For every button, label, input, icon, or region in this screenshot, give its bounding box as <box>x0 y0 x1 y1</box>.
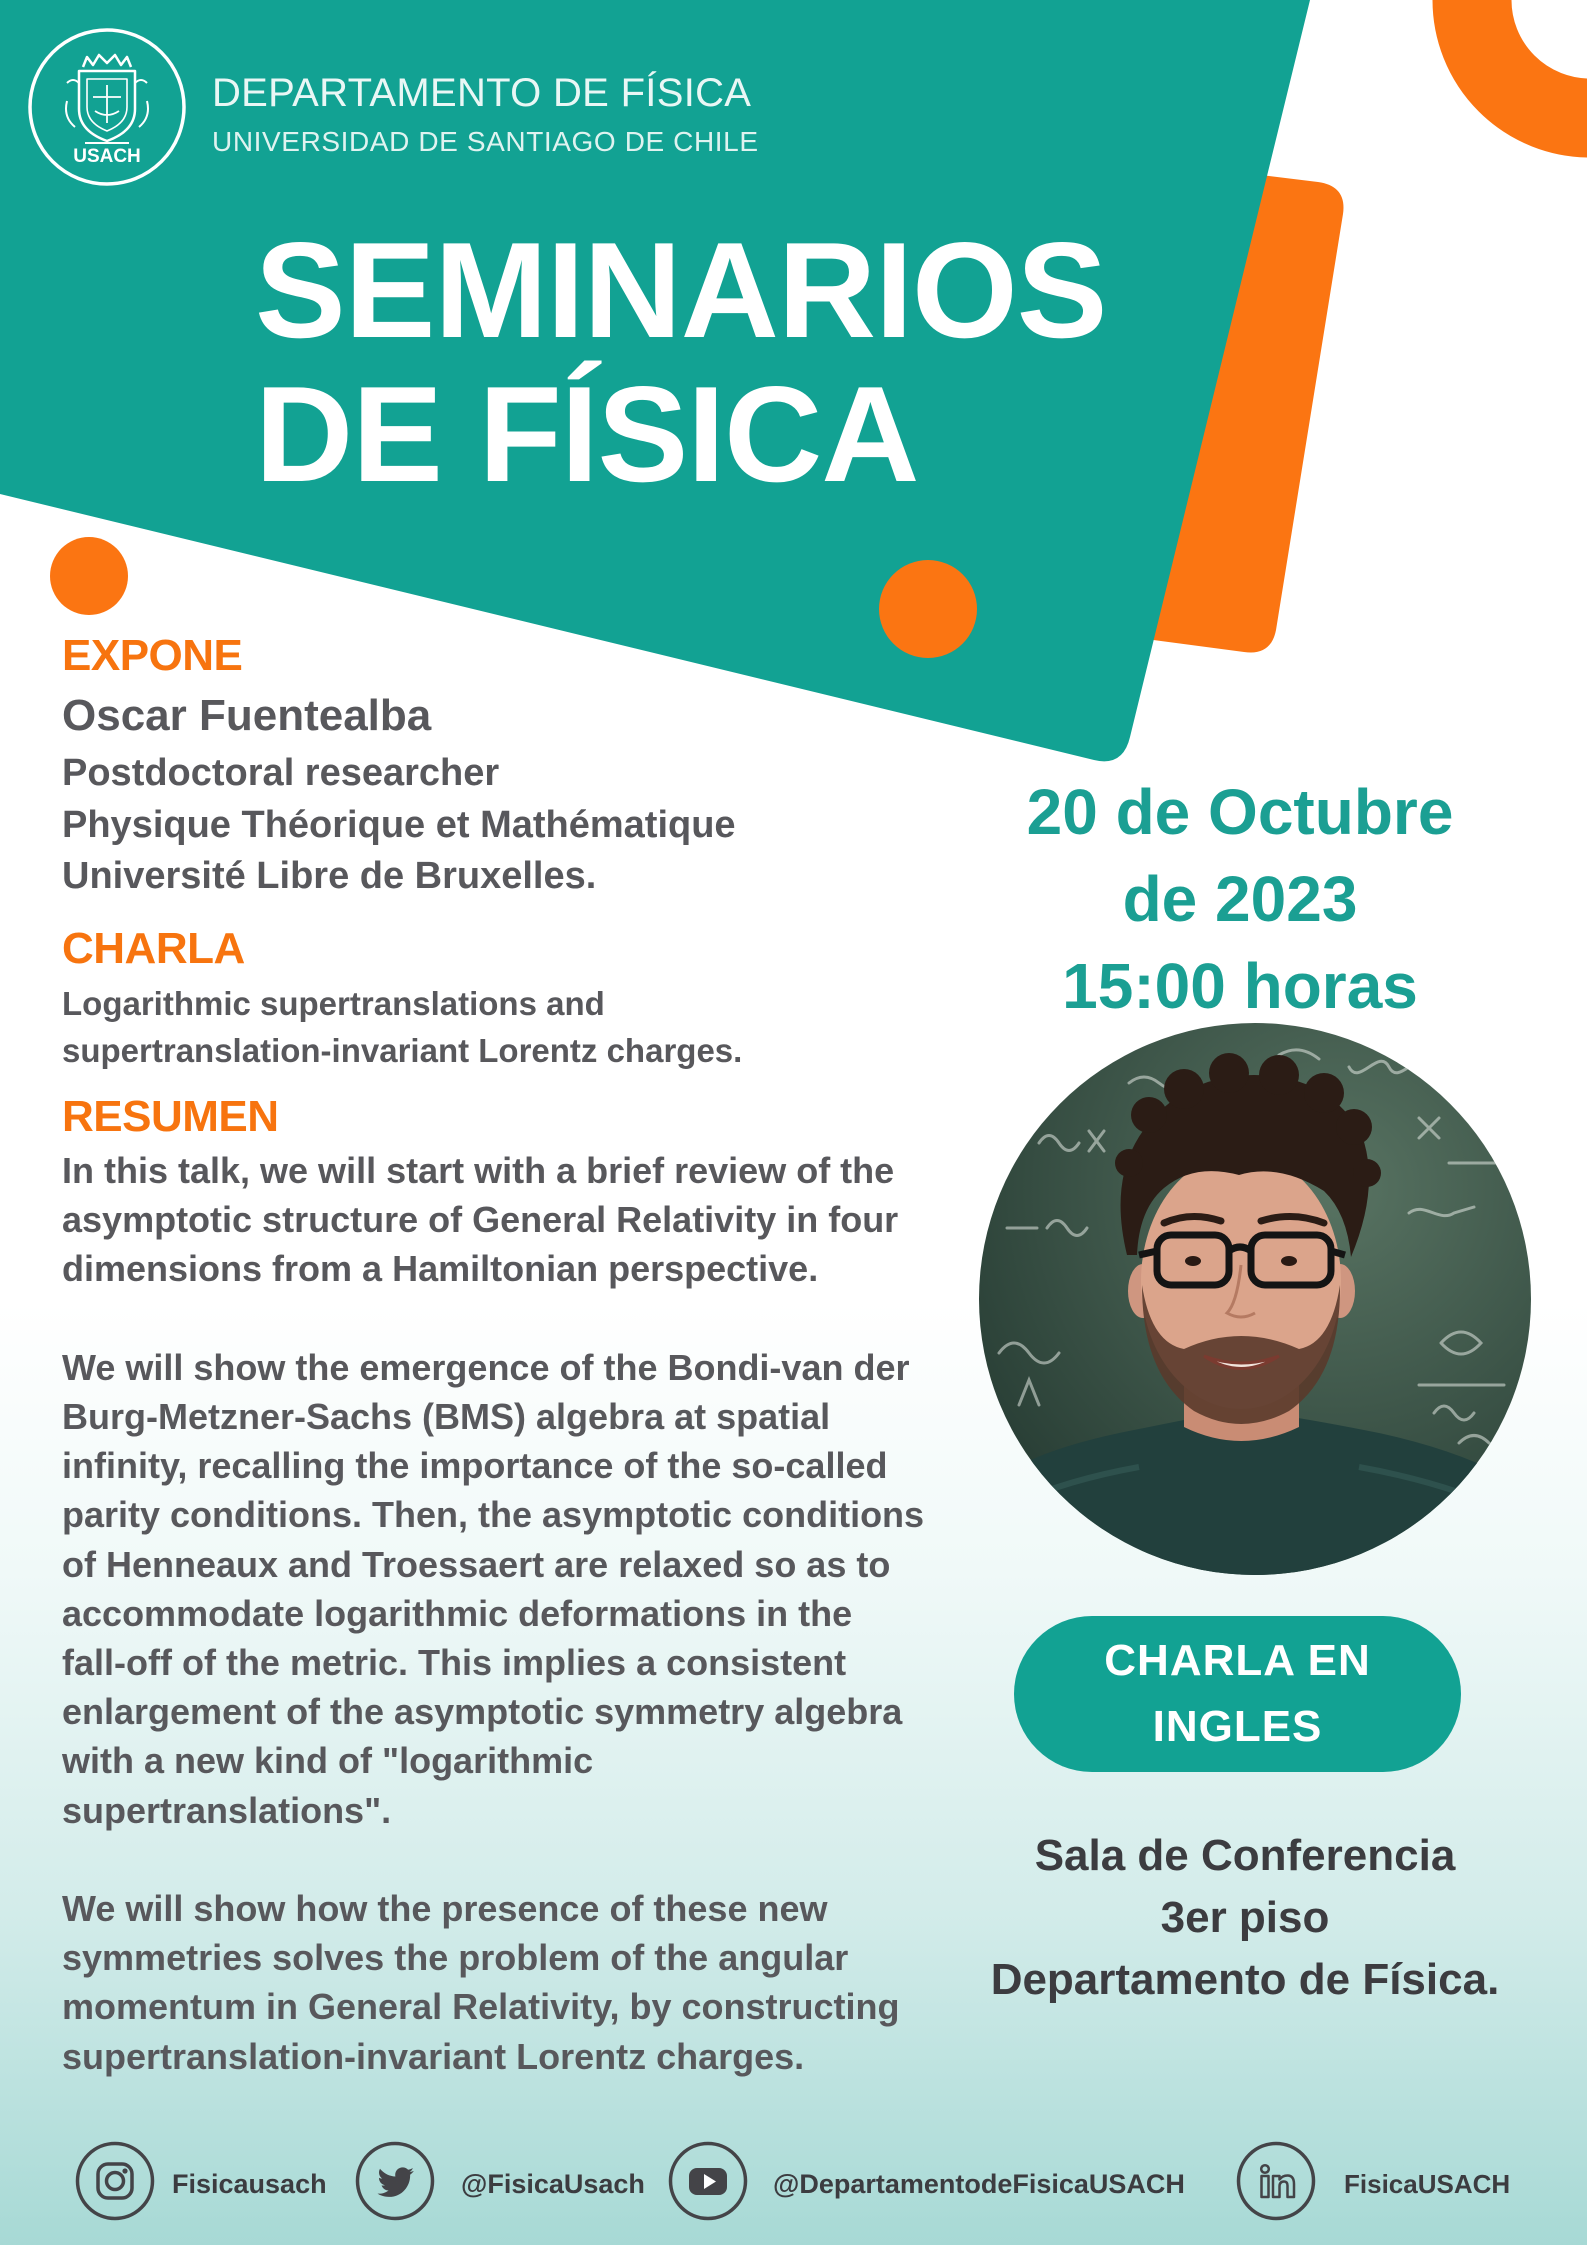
abstract-line: Burg-Metzner-Sachs (BMS) algebra at spatial <box>62 1396 831 1437</box>
youtube-handle: @DepartamentodeFisicaUSACH <box>773 2169 1185 2199</box>
abstract-paragraph-1 <box>62 1146 924 1294</box>
abstract-line: momentum in General Relativity, by constructing <box>62 1986 900 2028</box>
usach-logo <box>27 27 187 187</box>
abstract-line: symmetries solves the problem of the angular <box>62 1937 849 1979</box>
speaker-name: Oscar Fuentealba <box>62 691 432 740</box>
abstract-line: of Henneaux and Troessaert are relaxed so as to <box>62 1543 891 1585</box>
abstract-paragraph-3 <box>62 1884 924 2081</box>
abstract-line: We will show how the presence of these new <box>62 1888 828 1930</box>
twitter-icon <box>355 2141 435 2221</box>
speaker-position: Postdoctoral researcher <box>62 752 500 794</box>
speaker-details <box>62 748 736 903</box>
talk-heading: CHARLA <box>62 924 245 973</box>
event-date-line-1: 20 de Octubre <box>1026 776 1454 848</box>
youtube-icon <box>668 2141 748 2221</box>
abstract-line: fall-off of the metric. This implies a consistent <box>62 1642 847 1684</box>
event-venue <box>960 1825 1530 2011</box>
talk-title-line: supertranslation-invariant Lorentz charges. <box>62 1032 743 1069</box>
orange-ring-decoration <box>1472 0 1587 118</box>
abstract-line: parity conditions. Then, the asymptotic conditions <box>62 1494 925 1536</box>
title-line-2: DE FÍSICA <box>255 358 919 510</box>
twitter-handle: @FisicaUsach <box>461 2169 645 2199</box>
abstract-line: We will show the emergence of the Bondi-van der <box>62 1346 910 1388</box>
linkedin-icon <box>1236 2141 1316 2221</box>
speaker-university: Université Libre de Bruxelles. <box>62 855 597 897</box>
abstract-line: infinity, recalling the importance of the so-called <box>62 1445 888 1487</box>
abstract-body <box>62 1146 924 2081</box>
title-line-1: SEMINARIOS <box>255 214 1107 366</box>
abstract-paragraph-2 <box>62 1343 924 1835</box>
event-time: 15:00 horas <box>1062 950 1418 1022</box>
instagram-handle: Fisicausach <box>172 2169 327 2199</box>
language-badge-line: INGLES <box>1152 1702 1323 1751</box>
orange-dot-left <box>50 537 128 615</box>
abstract-line: asymptotic structure of General Relativity in four <box>62 1199 899 1241</box>
abstract-line: supertranslation-invariant Lorentz charges. <box>62 2035 805 2077</box>
venue-floor: 3er piso <box>1160 1893 1330 1942</box>
poster-title <box>255 214 1107 510</box>
event-date-line-2: de 2023 <box>1122 863 1358 935</box>
speaker-department: Physique Théorique et Mathématique <box>62 803 736 846</box>
venue-room: Sala de Conferencia <box>1034 1831 1456 1880</box>
abstract-line: supertranslations". <box>62 1789 392 1831</box>
abstract-line: In this talk, we will start with a brief review of the <box>62 1150 895 1191</box>
speaker-heading: EXPONE <box>62 631 243 680</box>
orange-dot-center <box>879 560 977 658</box>
logo-wordmark: USACH <box>73 146 141 167</box>
abstract-line: dimensions from a Hamiltonian perspective. <box>62 1248 819 1290</box>
event-schedule <box>980 769 1500 1030</box>
language-badge-line: CHARLA EN <box>1104 1636 1371 1685</box>
venue-building: Departamento de Física. <box>990 1955 1500 2004</box>
abstract-line: with a new kind of "logarithmic <box>62 1740 594 1782</box>
department-name: DEPARTAMENTO DE FÍSICA <box>212 71 752 115</box>
instagram-icon <box>75 2141 155 2221</box>
linkedin-handle: FisicaUSACH <box>1344 2169 1511 2199</box>
speaker-photo <box>979 1023 1531 1575</box>
language-badge <box>1014 1616 1461 1772</box>
abstract-line: enlargement of the asymptotic symmetry algebra <box>62 1691 903 1733</box>
abstract-heading: RESUMEN <box>62 1092 279 1141</box>
abstract-line: accommodate logarithmic deformations in the <box>62 1592 853 1634</box>
talk-title <box>62 980 742 1074</box>
talk-title-line: Logarithmic supertranslations and <box>62 985 605 1022</box>
university-name: UNIVERSIDAD DE SANTIAGO DE CHILE <box>212 126 759 157</box>
